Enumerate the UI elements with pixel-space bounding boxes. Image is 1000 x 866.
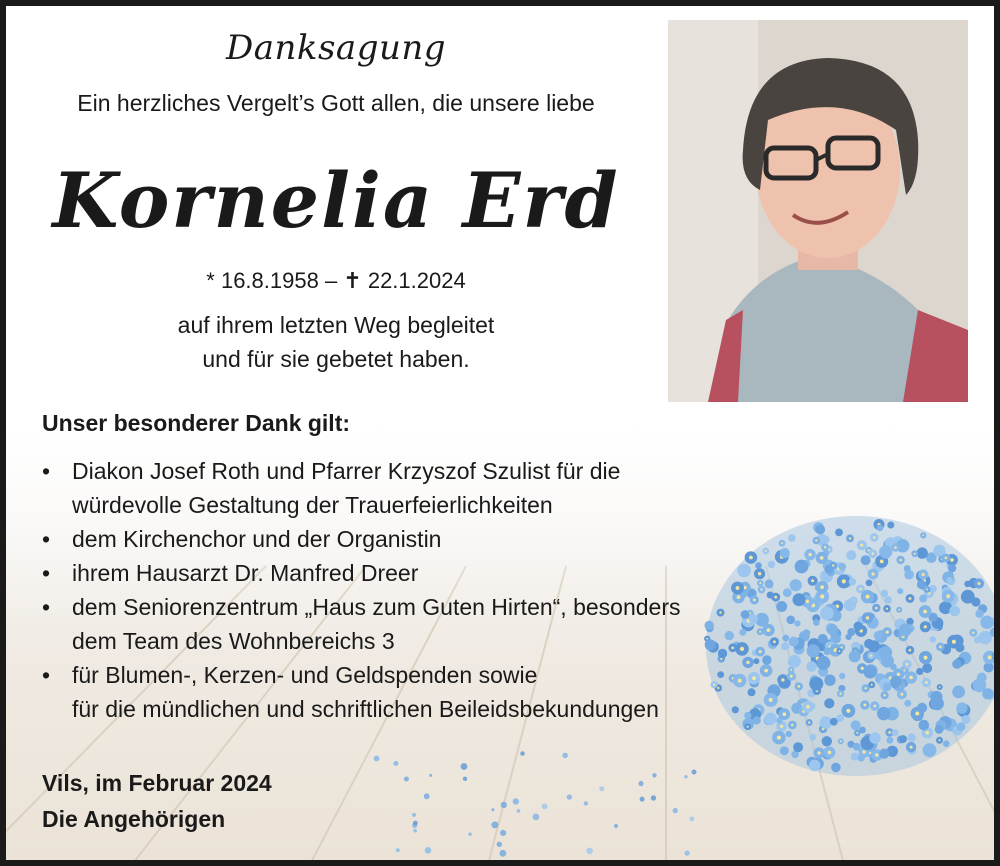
list-item-line: für die mündlichen und schriftlichen Beileidsbekundungen: [72, 696, 659, 722]
bullet: •: [42, 594, 51, 620]
list-item: [42, 522, 682, 556]
list-item-line: würdevolle Gestaltung der Trauerfeierlichkeiten: [72, 492, 553, 518]
followup-line: auf ihrem letzten Weg begleitet: [177, 312, 495, 338]
bullet: •: [42, 662, 51, 688]
thanks-list: [42, 454, 682, 726]
list-item-line: dem Kirchenchor und der Organistin: [72, 526, 442, 552]
followup-line: und für sie gebetet haben.: [202, 346, 470, 372]
list-item: [42, 590, 682, 658]
signature: Die Angehörigen: [42, 806, 226, 832]
list-item-line: dem Team des Wohnbereichs 3: [72, 628, 395, 654]
intro-text: Ein herzliches Vergelt’s Gott allen, die unsere liebe: [77, 90, 595, 116]
thanks-title: Unser besonderer Dank gilt:: [42, 410, 351, 436]
deceased-name: Kornelia Erd: [52, 156, 620, 245]
intro-continuation: [6, 308, 666, 376]
heading-danksagung: Danksagung: [225, 28, 447, 68]
list-item-line: Diakon Josef Roth und Pfarrer Krzyszof Szulist für die: [72, 458, 621, 484]
list-item: [42, 556, 682, 590]
portrait-photo: [668, 20, 968, 402]
list-item-line: für Blumen-, Kerzen- und Geldspenden sowie: [72, 662, 538, 688]
bullet: •: [42, 458, 51, 484]
list-item: [42, 454, 682, 522]
place-and-date: Vils, im Februar 2024: [42, 770, 272, 796]
list-item: [42, 658, 682, 726]
bullet: •: [42, 526, 51, 552]
bullet: •: [42, 560, 51, 586]
list-item-line: dem Seniorenzentrum „Haus zum Guten Hirten“, besonders: [72, 594, 681, 620]
life-dates: * 16.8.1958 – ✝ 22.1.2024: [206, 268, 466, 293]
list-item-line: ihrem Hausarzt Dr. Manfred Dreer: [72, 560, 419, 586]
